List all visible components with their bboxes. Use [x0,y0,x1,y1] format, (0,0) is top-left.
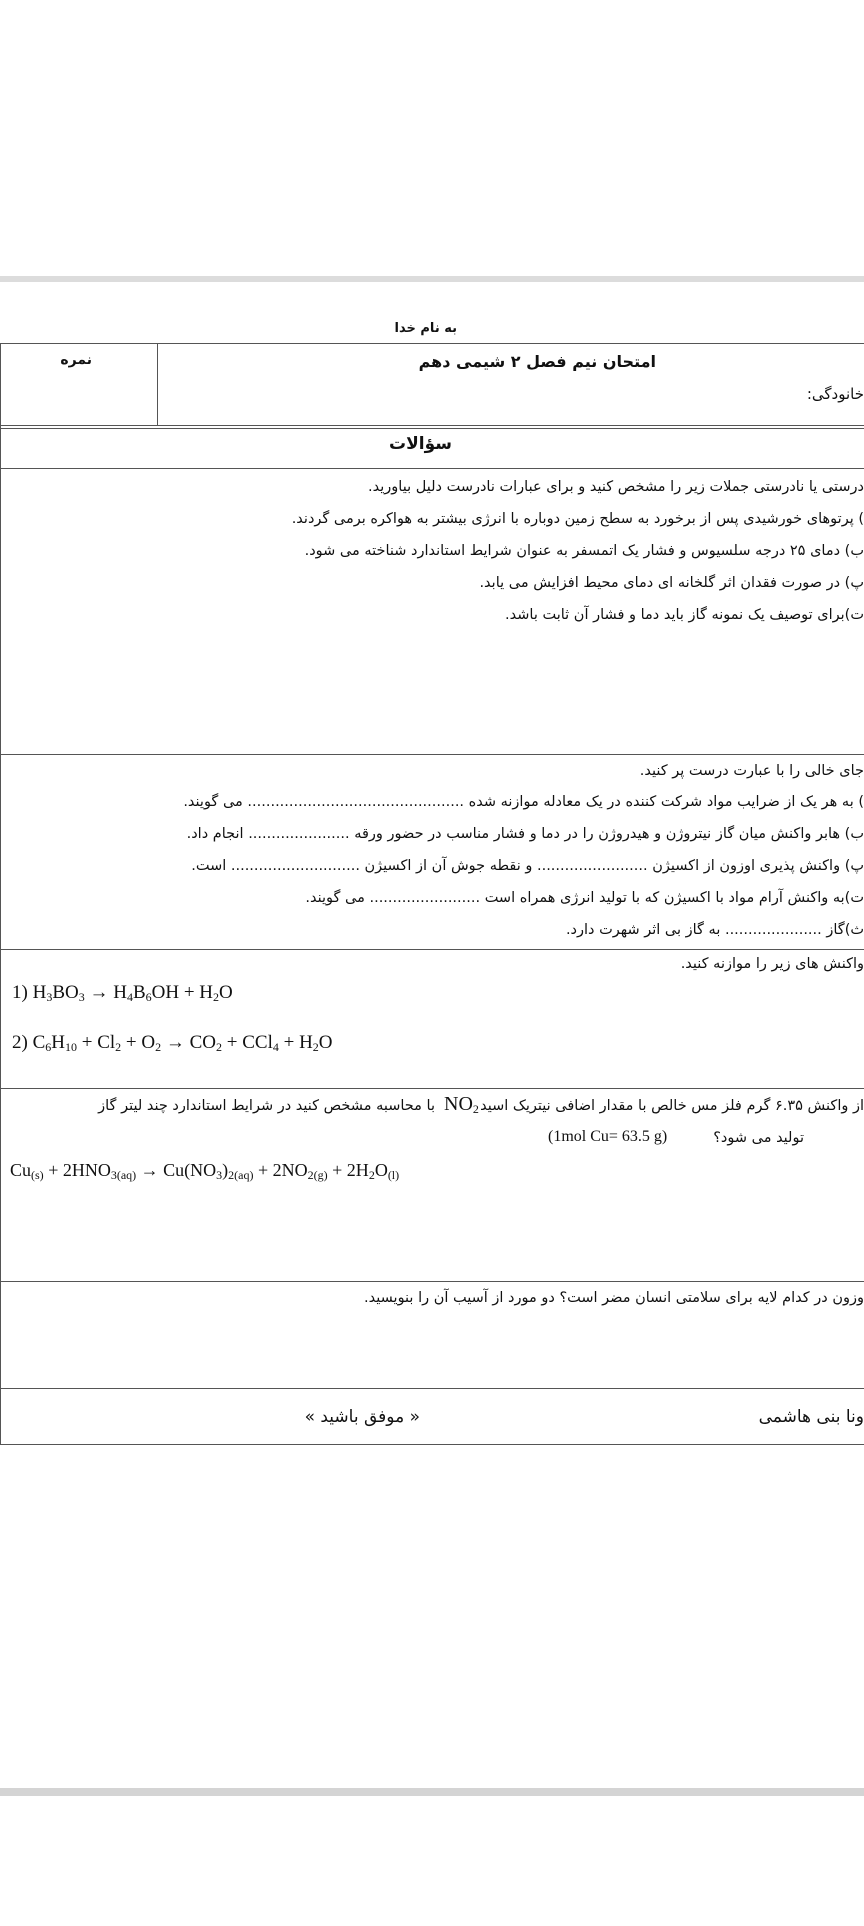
equation-1-label: 1) [12,982,28,1003]
q2-item-d: ت)به واکنش آرام مواد با اکسیژن که با تولید انرژی همراه است ........................ می گویند. [305,890,864,906]
molar-mass-note: (1mol Cu= 63.5 g) [548,1128,668,1145]
equation-2-label: 2) [12,1032,28,1053]
equation-2: 2) $C_6H_{10} + Cl_2 + O_2 \to CO_2 + CCl_4 + H_2O$ [12,1032,333,1054]
q2-bottom-border [0,949,864,950]
q5-prompt: وزون در کدام لایه برای سلامتی انسان مضر است؟ دو مورد از آسیب آن را بنویسید. [364,1290,864,1306]
family-name-label: خانودگی: [806,385,864,403]
q1-bottom-border [0,754,864,755]
equation-1: 1) $H_3BO_3 \to H_4B_6OH + H_2O$ [12,982,233,1004]
questions-title: سؤالات [389,434,452,454]
footer-bottom-border [0,1444,864,1445]
q2-prompt: جای خالی را با عبارت درست پر کنید. [639,763,864,779]
good-luck-wish: « موفق باشید » [304,1407,420,1427]
bottom-page-edge [0,1788,864,1796]
q1-prompt: درستی یا نادرستی جملات زیر را مشخص کنید و برای عبارات نادرست دلیل بیاورید. [368,479,864,495]
q2-item-e: ث)گاز ..................... به گاز بی اثر شهرت دارد. [565,922,864,938]
exam-title: امتحان نیم فصل ۲ شیمی دهم [418,352,656,371]
q2-item-c: پ) واکنش پذیری اوزون از اکسیژن ........................ و نقطه جوش آن از اکسیژن ............................ است. [191,858,864,874]
grade-column-divider [157,343,158,425]
no2-formula: $NO_2$ [444,1093,479,1116]
grade-label: نمره [60,352,92,368]
teacher-name: ونا بنی هاشمی [758,1407,864,1427]
q4-line1-part2: از واکنش ۶.۳۵ گرم فلز مس خالص با مقدار اضافی نیتریک اسید [480,1098,864,1114]
q4-line2: تولید می شود؟ [713,1130,804,1146]
q1-item-c: پ) در صورت فقدان اثر گلخانه ای دمای محیط افزایش می یابد. [479,575,864,591]
q4-line1-part1: با محاسبه مشخص کنید در شرایط استاندارد چند لیتر گاز [98,1098,435,1114]
left-border [0,343,1,1445]
q2-item-a: ) به هر یک از ضرایب مواد شرکت کننده در یک معادله موازنه شده ............................................... می گویند. [183,794,864,810]
q1-item-d: ت)برای توصیف یک نمونه گاز باید دما و فشار آن ثابت باشد. [505,607,864,623]
q4-bottom-border [0,1281,864,1282]
top-page-edge [0,276,864,282]
header-top-border [0,343,864,344]
header-bottom-border [0,425,864,426]
q2-item-b: ب) هابر واکنش میان گاز نیتروژن و هیدروژن را در دما و فشار مناسب در حضور ورقه ...................... انجام داد. [186,826,864,842]
q3-bottom-border [0,1088,864,1089]
copper-nitric-acid-equation: $Cu_{(s)} + 2HNO_{3(aq)} \to Cu(NO_3)_{2(aq)} + 2NO_{2(g)} + 2H_2O_{(l)}$ [10,1160,400,1182]
questions-title-top-border [0,428,864,429]
q3-prompt: واکنش های زیر را موازنه کنید. [680,956,864,972]
q1-item-b: ب) دمای ۲۵ درجه سلسیوس و فشار یک اتمسفر به عنوان شرایط استاندارد شناخته می شود. [304,543,864,559]
q1-item-a: ) پرتوهای خورشیدی پس از برخورد به سطح زمین دوباره با انرژی بیشتر به هواکره برمی گردند. [291,511,864,527]
basmala: به نام خدا [394,321,457,336]
questions-title-bottom-border [0,468,864,469]
q5-bottom-border [0,1388,864,1389]
